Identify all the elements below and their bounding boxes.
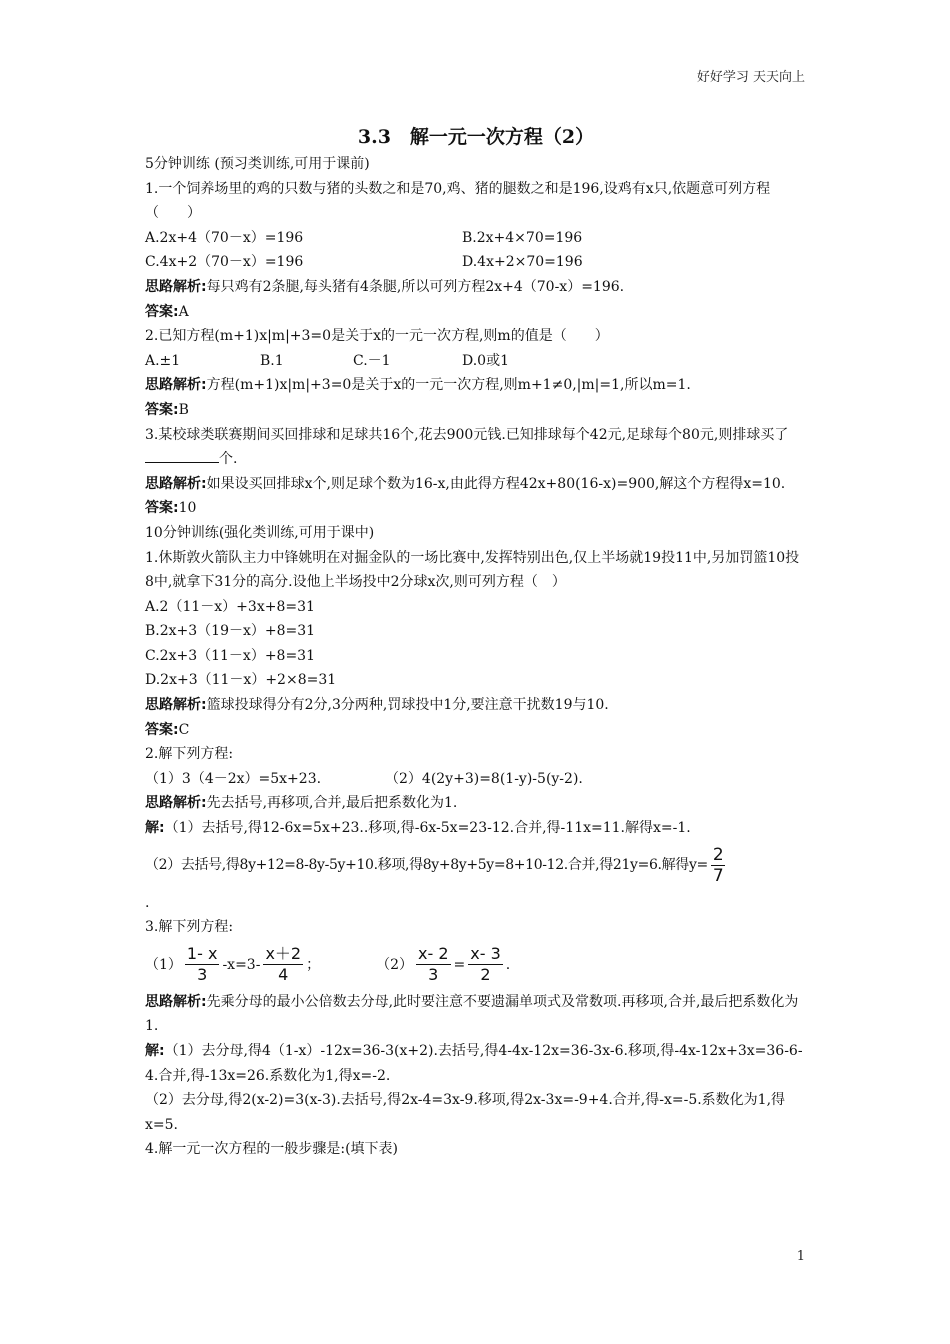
analysis-label: 思路解析: bbox=[145, 993, 207, 1010]
solution-label: 解: bbox=[145, 1043, 165, 1059]
answer-label: 答案: bbox=[145, 721, 179, 738]
fraction-numerator: x- 3 bbox=[470, 944, 501, 964]
solution-text: （1）去括号,得12-6x=5x+23..移项,得-6x-5x=23-12.合并,得-11x=11.解得x=-1. bbox=[164, 820, 691, 837]
answer-label: 答案: bbox=[145, 401, 179, 418]
solution-end: . bbox=[145, 894, 150, 911]
option-d: D.4x+2×70=196 bbox=[462, 254, 583, 271]
option-c: C.2x+3（11－x）+8=31 bbox=[145, 647, 315, 664]
equals-sign: = bbox=[453, 956, 466, 973]
page-number: 1 bbox=[796, 1249, 805, 1264]
options-row bbox=[145, 349, 807, 374]
answer bbox=[145, 300, 807, 325]
fraction-numerator: 1- x bbox=[186, 944, 218, 964]
fraction-denominator: 3 bbox=[197, 965, 208, 985]
fraction-denominator: 7 bbox=[712, 866, 724, 887]
analysis-text: 每只鸡有2条腿,每头猪有4条腿,所以可列方程2x+4（70-x）=196. bbox=[206, 278, 625, 295]
option-a: A.±1 bbox=[145, 352, 181, 369]
fraction bbox=[185, 944, 220, 985]
answer-value: A bbox=[178, 303, 189, 320]
answer bbox=[145, 398, 807, 423]
page-title: 3.3 解一元一次方程（2） bbox=[357, 126, 595, 148]
analysis-label: 思路解析: bbox=[145, 697, 207, 714]
equations-row bbox=[145, 940, 807, 990]
analysis bbox=[145, 275, 807, 300]
question-text: 1.一个饲养场里的鸡的只数与猪的头数之和是70,鸡、猪的腿数之和是196,设鸡有x只,依题意可列方程（ ） bbox=[145, 180, 771, 222]
equation-1: （1）3（4－2x）=5x+23. bbox=[145, 770, 322, 787]
analysis-text: 方程(m+1)x|m|+3=0是关于x的一元一次方程,则m+1≠0,|m|=1,所以m=1. bbox=[206, 377, 691, 394]
page-header: 好好学习 天天向上 bbox=[696, 70, 805, 85]
analysis-label: 思路解析: bbox=[145, 278, 207, 295]
analysis bbox=[145, 990, 807, 1039]
analysis bbox=[145, 693, 807, 718]
equation-2: （2）4(2y+3)=8(1-y)-5(y-2). bbox=[385, 770, 583, 787]
analysis-label: 思路解析: bbox=[145, 377, 207, 394]
options-row bbox=[145, 250, 807, 275]
analysis bbox=[145, 373, 807, 398]
option-d: D.2x+3（11－x）+2×8=31 bbox=[145, 672, 337, 689]
option-a: A.2x+4（70－x）=196 bbox=[145, 229, 304, 246]
equation-label-2: （2） bbox=[376, 956, 414, 973]
answer bbox=[145, 496, 807, 521]
question-text-before: 3.某校球类联赛期间买回排球和足球共16个,花去900元钱.已知排球每个42元,足球每个80元,则排球买了 bbox=[145, 426, 789, 443]
solution-2 bbox=[145, 841, 807, 891]
fill-blank bbox=[145, 448, 219, 463]
semicolon: ； bbox=[306, 956, 321, 973]
solution-1 bbox=[145, 1039, 807, 1088]
section-heading-5min: 5分钟训练 (预习类训练,可用于课前) bbox=[145, 156, 370, 172]
analysis bbox=[145, 472, 807, 497]
question-text: 1.休斯敦火箭队主力中锋姚明在对掘金队的一场比赛中,发挥特别出色,仅上半场就19投11中,另加罚篮10投8中,就拿下31分的高分.设他上半场投中2分球x次,则可列方程（ ） bbox=[145, 549, 800, 591]
option-c: C.－1 bbox=[353, 352, 391, 369]
analysis-text: 先乘分母的最小公倍数去分母,此时要注意不要遗漏单项式及常数项.再移项,合并,最后把系数化为1. bbox=[145, 993, 799, 1035]
question-text bbox=[145, 423, 807, 472]
fraction-denominator: 2 bbox=[480, 965, 491, 985]
analysis-label: 思路解析: bbox=[145, 795, 207, 812]
fraction-numerator: x- 2 bbox=[418, 944, 449, 964]
question-text: 2.解下列方程: bbox=[145, 746, 234, 763]
fraction-denominator: 3 bbox=[428, 965, 439, 985]
solution-text: （1）去分母,得4（1-x）-12x=36-3(x+2).去括号,得4-4x-12x=36-3x-6.移项,得-4x-12x+3x=36-6-4.合并,得-13x=26.系数化为1,得x=-2. bbox=[145, 1043, 803, 1084]
equation-middle: -x=3- bbox=[222, 956, 261, 973]
equations-row bbox=[145, 767, 807, 792]
fraction-denominator: 4 bbox=[278, 965, 289, 985]
answer bbox=[145, 718, 807, 743]
fraction bbox=[468, 944, 503, 985]
answer-value: C bbox=[178, 721, 190, 738]
equation-label-1: （1） bbox=[145, 956, 182, 973]
analysis-text: 先去括号,再移项,合并,最后把系数化为1. bbox=[206, 795, 458, 812]
section-heading-10min: 10分钟训练(强化类训练,可用于课中) bbox=[145, 524, 375, 541]
analysis-text: 篮球投球得分有2分,3分两种,罚球投中1分,要注意干扰数19与10. bbox=[206, 697, 609, 714]
question-text: 3.解下列方程: bbox=[145, 919, 234, 936]
answer-value: 10 bbox=[178, 500, 197, 517]
answer-label: 答案: bbox=[145, 303, 179, 320]
period: . bbox=[505, 956, 511, 973]
analysis bbox=[145, 791, 807, 816]
answer-label: 答案: bbox=[145, 500, 179, 517]
fraction bbox=[711, 845, 725, 886]
option-b: B.2x+3（19－x）+8=31 bbox=[145, 623, 316, 640]
fraction bbox=[416, 944, 451, 985]
analysis-label: 思路解析: bbox=[145, 475, 207, 492]
option-d: D.0或1 bbox=[462, 352, 509, 369]
solution-label: 解: bbox=[145, 820, 165, 837]
answer-value: B bbox=[178, 401, 189, 418]
analysis-text: 如果设买回排球x个,则足球个数为16-x,由此得方程42x+80(16-x)=900,解这个方程得x=10. bbox=[206, 475, 786, 492]
option-b: B.1 bbox=[260, 352, 284, 369]
option-b: B.2x+4×70=196 bbox=[462, 229, 583, 246]
solution-text: （2）去括号,得8y+12=8-8y-5y+10.移项,得8y+8y+5y=8+10-12.合并,得21y=6.解得y= bbox=[145, 857, 708, 874]
question-text: 4.解一元一次方程的一般步骤是:(填下表) bbox=[145, 1141, 398, 1158]
solution-2: （2）去分母,得2(x-2)=3(x-3).去括号,得2x-4=3x-9.移项,得2x-3x=-9+4.合并,得-x=-5.系数化为1,得x=5. bbox=[145, 1092, 786, 1133]
solution-1 bbox=[145, 816, 807, 841]
option-a: A.2（11－x）+3x+8=31 bbox=[145, 598, 315, 615]
fraction-numerator: 2 bbox=[712, 845, 724, 866]
question-text: 2.已知方程(m+1)x|m|+3=0是关于x的一元一次方程,则m的值是（ ） bbox=[145, 328, 609, 345]
fraction-numerator: x＋2 bbox=[265, 944, 302, 964]
fraction bbox=[263, 944, 303, 985]
option-c: C.4x+2（70－x）=196 bbox=[145, 254, 304, 271]
question-text-after: 个. bbox=[219, 451, 238, 468]
options-row bbox=[145, 226, 807, 251]
document-body bbox=[145, 122, 807, 1162]
